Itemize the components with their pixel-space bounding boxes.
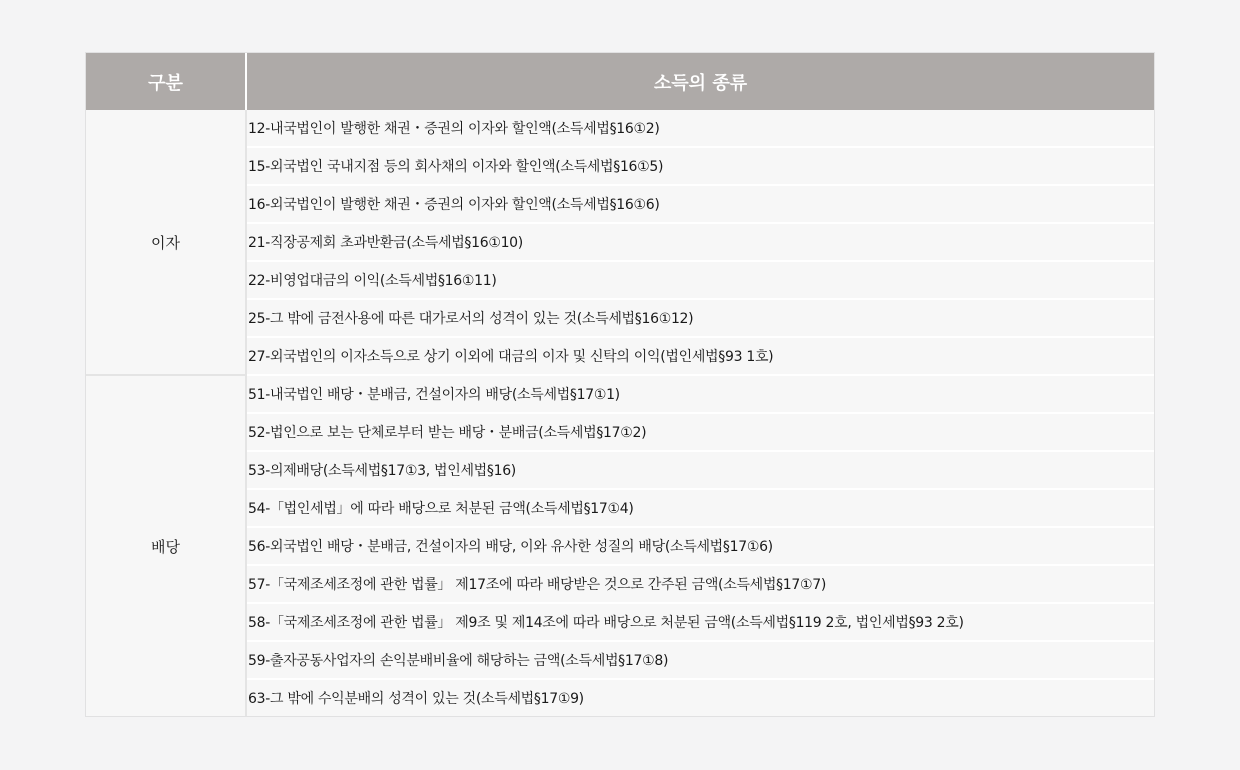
table-row bbox=[86, 527, 1154, 565]
table-row bbox=[86, 413, 1154, 451]
table-row bbox=[86, 147, 1154, 185]
table-row bbox=[86, 603, 1154, 641]
income-item: 53-의제배당(소득세법§17①3, 법인세법§16) bbox=[246, 451, 1154, 489]
income-item: 63-그 밖에 수익분배의 성격이 있는 것(소득세법§17①9) bbox=[246, 679, 1154, 716]
income-item: 57-「국제조세조정에 관한 법률」 제17조에 따라 배당받은 것으로 간주된 금액(소득세법§17①7) bbox=[246, 565, 1154, 603]
table-row bbox=[86, 299, 1154, 337]
table-row bbox=[86, 261, 1154, 299]
table-row bbox=[86, 223, 1154, 261]
table-row bbox=[86, 375, 1154, 413]
income-type-table bbox=[86, 53, 1154, 716]
income-item: 27-외국법인의 이자소득으로 상기 이외에 대금의 이자 및 신탁의 이익(법인세법§93 1호) bbox=[246, 337, 1154, 375]
table-row bbox=[86, 489, 1154, 527]
category-interest: 이자 bbox=[86, 110, 246, 375]
income-item: 15-외국법인 국내지점 등의 회사채의 이자와 할인액(소득세법§16①5) bbox=[246, 147, 1154, 185]
table-row bbox=[86, 641, 1154, 679]
income-item: 59-출자공동사업자의 손익분배비율에 해당하는 금액(소득세법§17①8) bbox=[246, 641, 1154, 679]
header-category: 구분 bbox=[86, 53, 246, 110]
income-item: 52-법인으로 보는 단체로부터 받는 배당・분배금(소득세법§17①2) bbox=[246, 413, 1154, 451]
income-item: 16-외국법인이 발행한 채권・증권의 이자와 할인액(소득세법§16①6) bbox=[246, 185, 1154, 223]
table-row bbox=[86, 679, 1154, 716]
income-item: 56-외국법인 배당・분배금, 건설이자의 배당, 이와 유사한 성질의 배당(소득세법§17①6) bbox=[246, 527, 1154, 565]
income-item: 51-내국법인 배당・분배금, 건설이자의 배당(소득세법§17①1) bbox=[246, 375, 1154, 413]
income-item: 12-내국법인이 발행한 채권・증권의 이자와 할인액(소득세법§16①2) bbox=[246, 110, 1154, 147]
table-row bbox=[86, 565, 1154, 603]
category-dividend: 배당 bbox=[86, 375, 246, 716]
income-item: 54-「법인세법」에 따라 배당으로 처분된 금액(소득세법§17①4) bbox=[246, 489, 1154, 527]
table-row bbox=[86, 110, 1154, 147]
income-type-table-container bbox=[85, 52, 1155, 717]
table-row bbox=[86, 451, 1154, 489]
income-item: 21-직장공제회 초과반환금(소득세법§16①10) bbox=[246, 223, 1154, 261]
income-item: 22-비영업대금의 이익(소득세법§16①11) bbox=[246, 261, 1154, 299]
table-header-row bbox=[86, 53, 1154, 110]
header-income-type: 소득의 종류 bbox=[246, 53, 1154, 110]
income-item: 58-「국제조세조정에 관한 법률」 제9조 및 제14조에 따라 배당으로 처분된 금액(소득세법§119 2호, 법인세법§93 2호) bbox=[246, 603, 1154, 641]
table-row bbox=[86, 337, 1154, 375]
income-item: 25-그 밖에 금전사용에 따른 대가로서의 성격이 있는 것(소득세법§16①12) bbox=[246, 299, 1154, 337]
table-row bbox=[86, 185, 1154, 223]
